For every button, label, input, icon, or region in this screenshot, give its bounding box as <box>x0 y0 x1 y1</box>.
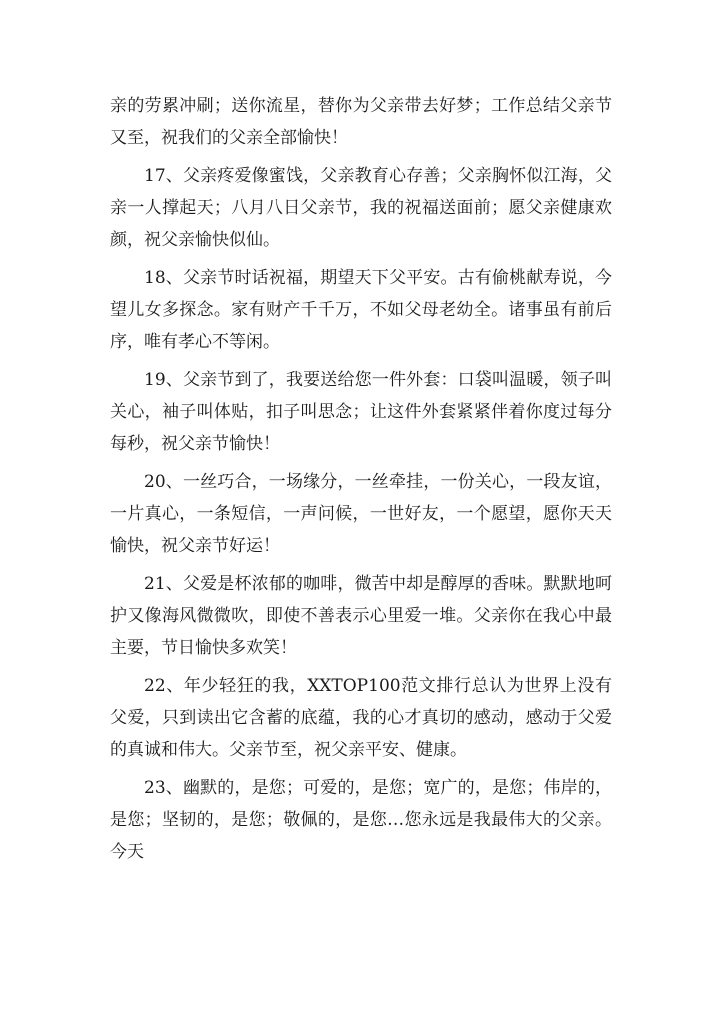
paragraph-20: 20、一丝巧合，一场缘分，一丝牵挂，一份关心，一段友谊，一片真心，一条短信，一声问候，一世好友，一个愿望，愿你天天愉快，祝父亲节好运！ <box>110 472 612 556</box>
paragraph-19: 19、父亲节到了，我要送给您一件外套：口袋叫温暖，领子叫关心，袖子叫体贴，扣子叫思念；让这件外套紧紧伴着你度过每分每秒，祝父亲节愉快！ <box>110 370 612 454</box>
paragraph-continuation: 亲的劳累冲刷；送你流星，替你为父亲带去好梦；工作总结父亲节又至，祝我们的父亲全部愉快！ <box>110 96 612 148</box>
paragraph-17: 17、父亲疼爱像蜜饯，父亲教育心存善；父亲胸怀似江海，父亲一人撑起天；八月八日父亲节，我的祝福送面前；愿父亲健康欢颜，祝父亲愉快似仙。 <box>110 166 612 250</box>
paragraph-18: 18、父亲节时话祝福，期望天下父平安。古有偷桃献寿说，今望儿女多探念。家有财产千千万，不如父母老幼全。诸事虽有前后序，唯有孝心不等闲。 <box>110 268 612 352</box>
paragraph-21: 21、父爱是杯浓郁的咖啡，微苦中却是醇厚的香味。默默地呵护又像海风微微吹，即使不善表示心里爱一堆。父亲你在我心中最主要，节日愉快多欢笑！ <box>110 574 612 658</box>
document-body <box>110 90 612 874</box>
paragraph-22: 22、年少轻狂的我，XXTOP100范文排行总认为世界上没有父爱，只到读出它含蓄的底蕴，我的心才真切的感动，感动于父爱的真诚和伟大。父亲节至，祝父亲平安、健康。 <box>110 676 612 760</box>
paragraph-23: 23、幽默的，是您；可爱的，是您；宽广的，是您；伟岸的，是您；坚韧的，是您；敬佩的，是您…您永远是我最伟大的父亲。今天 <box>110 778 612 862</box>
